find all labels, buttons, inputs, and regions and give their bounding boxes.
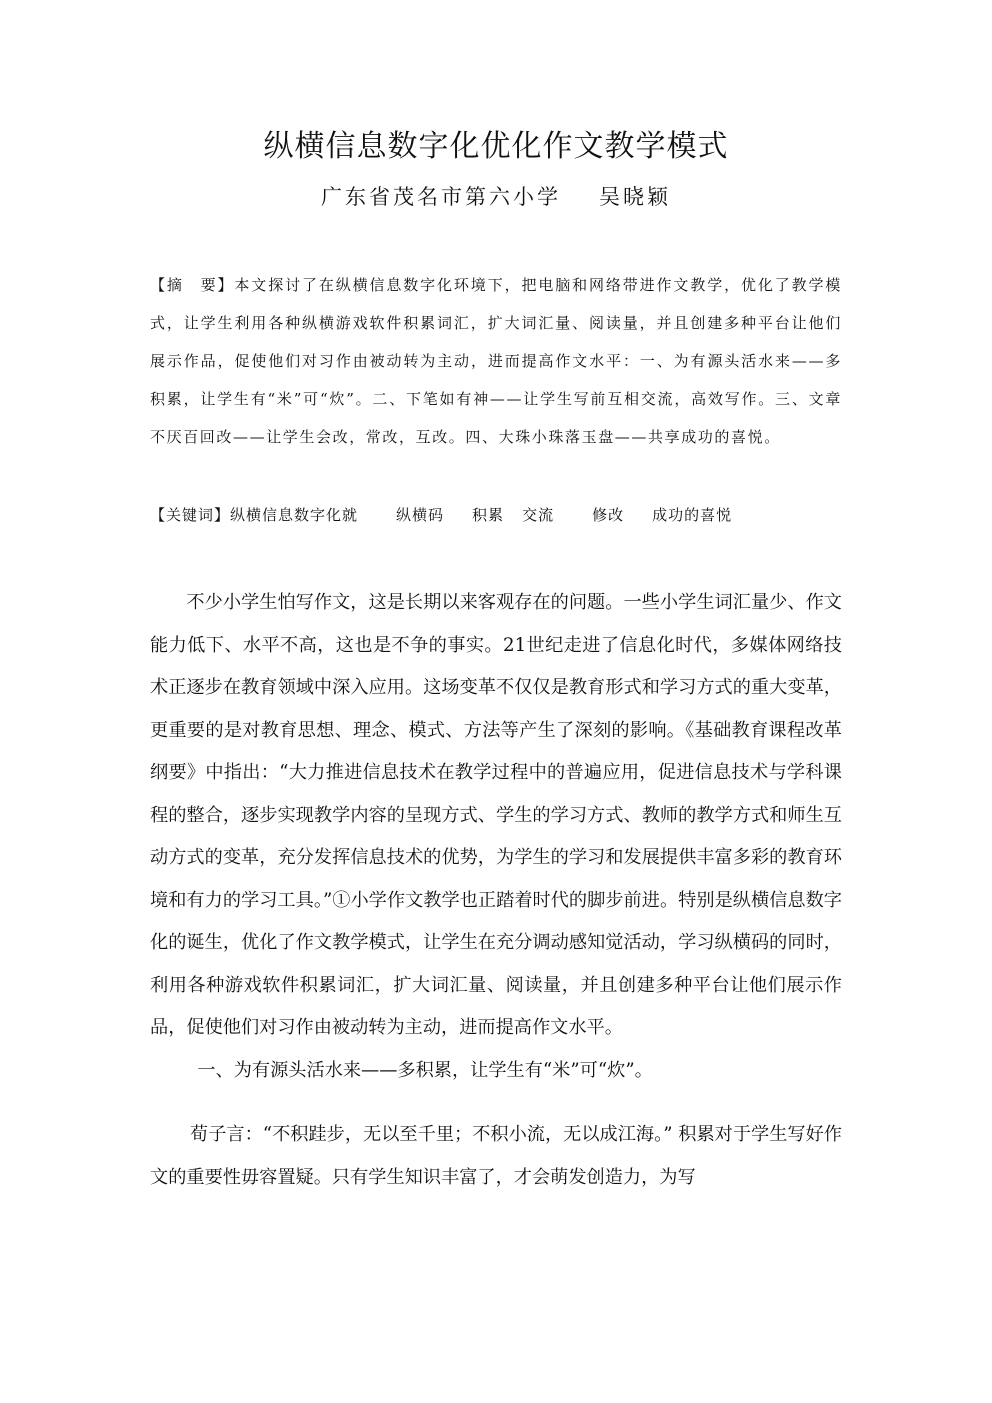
keyword: 积累	[472, 506, 505, 524]
keyword: 交流	[522, 506, 555, 524]
body-paragraph: 不少小学生怕写作文，这是长期以来客观存在的问题。一些小学生词汇量少、作文能力低下、水平不高，这也是不争的事实。21世纪走进了信息化时代，多媒体网络技术正逐步在教育领域中深入应用。这场变革不仅仅是教育形式和学习方式的重大变革，更重要的是对教育思想、理念、模式、方法等产生了深刻的影响。《基础教育课程改革纲要》中指出：“大力推进信息技术在教学过程中的普遍应用，促进信息技术与学科课程的整合，逐步实现教学内容的呈现方式、学生的学习方式、教师的教学方式和师生互动方式的变革，充分发挥信息技术的优势，为学生的学习和发展提供丰富多彩的教育环境和有力的学习工具。”①小学作文教学也正踏着时代的脚步前进。特别是纵横信息数字化的诞生，优化了作文教学模式，让学生在充分调动感知觉活动，学习纵横码的同时，利用各种游戏软件积累词汇，扩大词汇量、阅读量，并且创建多种平台让他们展示作品，促使他们对习作由被动转为主动，进而提高作文水平。	[150, 592, 842, 1038]
keywords-label: 【关键词】	[150, 506, 231, 524]
document-title: 纵横信息数字化优化作文教学模式	[263, 129, 729, 164]
body-text	[150, 582, 842, 1199]
author-name: 吴晓颖	[599, 185, 671, 209]
keyword: 纵横码	[396, 506, 445, 524]
keywords-line	[150, 496, 842, 534]
keyword: 修改	[592, 506, 625, 524]
keyword: 成功的喜悦	[652, 506, 733, 524]
body-paragraph: 荀子言：“不积跬步，无以至千里；不积小流，无以成江海。” 积累对于学生写好作文的重要性毋容置疑。只有学生知识丰富了，才会萌发创造力，为写	[150, 1124, 842, 1188]
school-name: 广东省茂名市第六小学	[321, 185, 561, 209]
abstract-paragraph: 【摘 要】本文探讨了在纵横信息数字化环境下，把电脑和网络带进作文教学，优化了教学模式，让学生利用各种纵横游戏软件积累词汇，扩大词汇量、阅读量，并且创建多种平台让他们展示作品，促使他们对习作由被动转为主动，进而提高作文水平：一、为有源头活水来——多积累，让学生有“米”可“炊”。二、下笔如有神——让学生写前互相交流，高效写作。三、文章不厌百回改——让学生会改，常改，互改。四、大珠小珠落玉盘——共享成功的喜悦。	[150, 276, 842, 446]
keyword: 纵横信息数字化就	[230, 506, 359, 524]
section-heading: 一、为有源头活水来——多积累，让学生有“米”可“炊”。	[197, 1059, 653, 1081]
author-line	[0, 180, 992, 214]
